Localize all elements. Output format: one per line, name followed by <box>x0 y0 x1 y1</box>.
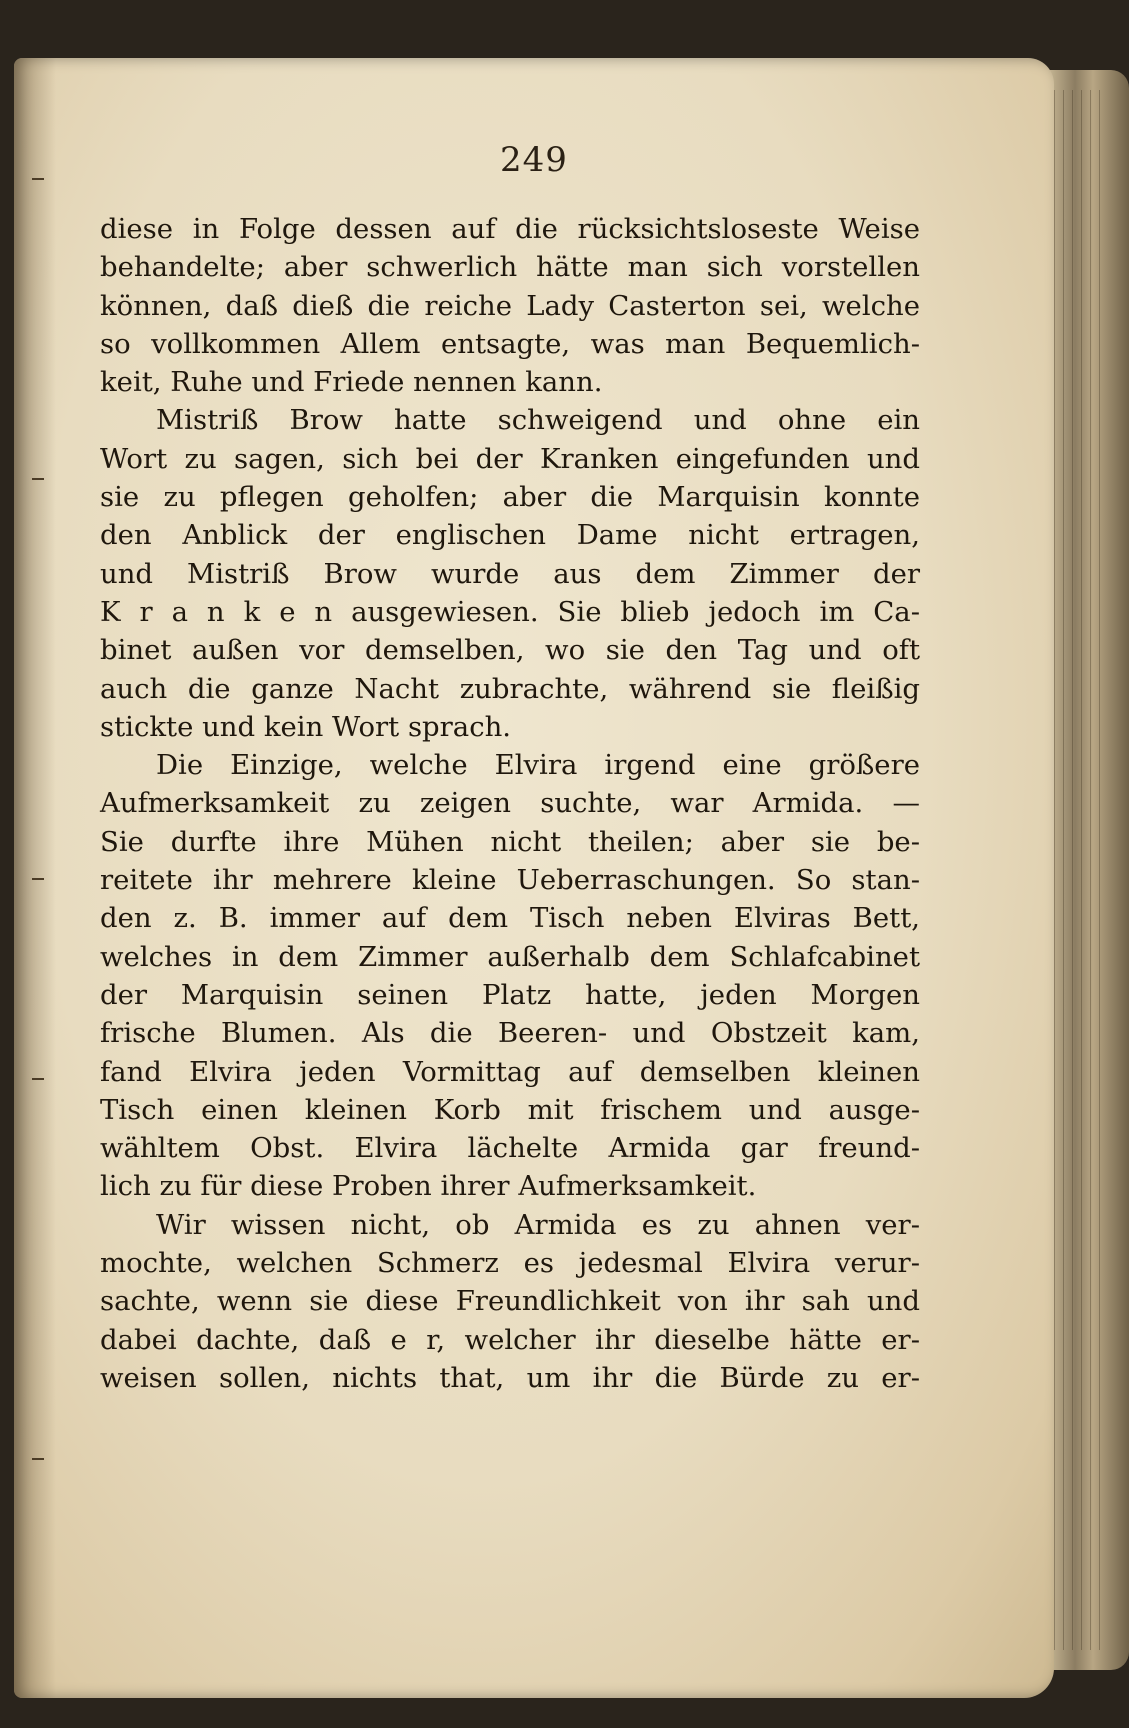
paragraph <box>100 401 920 746</box>
text-line: auch die ganze Nacht zubrachte, während sie fleißig <box>100 672 920 705</box>
text-line: frische Blumen. Als die Beeren- und Obstzeit kam, <box>100 1017 920 1050</box>
text-line: Die Einzige, welche Elvira irgend eine größere <box>156 749 920 782</box>
paragraph <box>100 1206 920 1397</box>
margin-mark <box>32 1078 44 1080</box>
text-line: keit, Ruhe und Friede nennen kann. <box>100 366 603 399</box>
text-line: Sie durfte ihre Mühen nicht theilen; aber sie be- <box>100 825 920 858</box>
text-line: sie zu pflegen geholfen; aber die Marquisin konnte <box>100 481 920 514</box>
text-line: und Mistriß Brow wurde aus dem Zimmer der <box>100 557 920 590</box>
text-line: fand Elvira jeden Vormittag auf demselben kleinen <box>100 1055 920 1088</box>
text-line: reitete ihr mehrere kleine Ueberraschungen. So stan- <box>100 864 920 897</box>
text-line: Aufmerksamkeit zu zeigen suchte, war Armida. — <box>100 787 920 820</box>
text-line: Wort zu sagen, sich bei der Kranken eingefunden und <box>100 442 920 475</box>
page-number: 249 <box>500 140 568 180</box>
text-line: sachte, wenn sie diese Freundlichkeit von ihr sah und <box>100 1285 920 1318</box>
text-line: Wir wissen nicht, ob Armida es zu ahnen ver- <box>156 1208 920 1241</box>
text-line: lich zu für diese Proben ihrer Aufmerksamkeit. <box>100 1170 757 1203</box>
text-line: wähltem Obst. Elvira lächelte Armida gar freund- <box>100 1132 920 1165</box>
body-text <box>100 210 920 1397</box>
text-line: den Anblick der englischen Dame nicht ertragen, <box>100 519 920 552</box>
margin-mark <box>32 478 44 480</box>
text-line: können, daß dieß die reiche Lady Casterton sei, welche <box>100 289 920 322</box>
text-line: so vollkommen Allem entsagte, was man Bequemlich- <box>100 327 920 360</box>
paragraph <box>100 210 920 401</box>
paragraph <box>100 746 920 1206</box>
text-line: mochte, welchen Schmerz es jedesmal Elvira verur- <box>100 1247 920 1280</box>
margin-mark <box>32 1458 44 1460</box>
text-line: welches in dem Zimmer außerhalb dem Schlafcabinet <box>100 940 920 973</box>
text-line: K r a n k e n ausgewiesen. Sie blieb jedoch im Ca- <box>100 595 920 628</box>
text-line: Tisch einen kleinen Korb mit frischem und ausge- <box>100 1093 920 1126</box>
text-line: behandelte; aber schwerlich hätte man sich vorstellen <box>100 251 920 284</box>
text-line: stickte und kein Wort sprach. <box>100 710 512 743</box>
text-line: der Marquisin seinen Platz hatte, jeden Morgen <box>100 978 920 1011</box>
text-line: dabei dachte, daß e r, welcher ihr dieselbe hätte er- <box>100 1323 920 1356</box>
book-page <box>14 58 1054 1698</box>
text-line: Mistriß Brow hatte schweigend und ohne ein <box>156 404 920 437</box>
text-line: den z. B. immer auf dem Tisch neben Elviras Bett, <box>100 902 920 935</box>
text-line: diese in Folge dessen auf die rücksichtsloseste Weise <box>100 213 920 245</box>
text-line: binet außen vor demselben, wo sie den Tag und oft <box>100 634 920 667</box>
text-line: weisen sollen, nichts that, um ihr die Bürde zu er- <box>100 1361 920 1394</box>
margin-mark <box>32 878 44 880</box>
